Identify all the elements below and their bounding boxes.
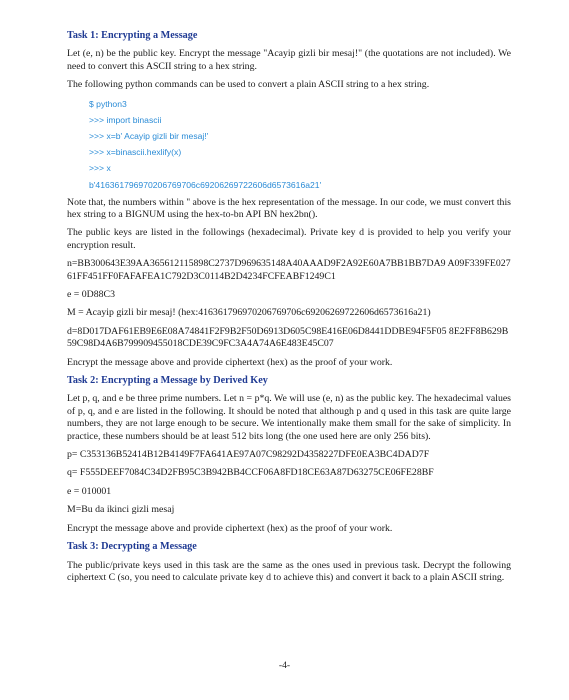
python-code-block: [89, 98, 511, 191]
task1-heading: Task 1: Encrypting a Message: [67, 30, 198, 41]
code-line: >>> import binascii: [89, 114, 162, 125]
code-line: $ python3: [89, 98, 127, 109]
task1-keys-paragraph: The public keys are listed in the followings (hexadecimal). Private key d is provided to help you verify your encryption result.: [67, 227, 511, 251]
task1-intro-paragraph: Let (e, n) be the public key. Encrypt the message "Acayip gizli bir mesaj!" (the quotations are not included). We need to convert this ASCII string to a hex string.: [67, 48, 511, 72]
task1-instruction-paragraph: Encrypt the message above and provide ciphertext (hex) as the proof of your work.: [67, 356, 393, 368]
task1-n-value: n=BB300643E39AA365612115898C2737D969635148A40AAAD9F2A92E60A7BB1BB7DA9 A09F339FE02761FF451FF0FAFAFEA1C792D3C0114B2D4234FCFEABF1249C1: [67, 258, 511, 282]
task2-message-value: M=Bu da ikinci gizli mesaj: [67, 504, 175, 516]
code-line: >>> x=b' Acayip gizli bir mesaj!': [89, 131, 209, 141]
task2-e-value: e = 010001: [67, 485, 112, 497]
code-line: >>> x=binascii.hexlify(x): [89, 147, 182, 158]
task2-heading: Task 2: Encrypting a Message by Derived Key: [67, 375, 268, 387]
task1-note-paragraph: Note that, the numbers within '' above is the hex representation of the message. In our code, we must convert this hex string to a BIGNUM using the hex-to-bn API BN hex2bn().: [67, 196, 511, 220]
task2-intro-paragraph: Let p, q, and e be three prime numbers. Let n = p*q. We will use (e, n) as the public key. The hexadecimal values of p, q, and e are listed in the following. It should be noted that although p and q used in this task are quite large numbers, they are not large enough to be secure. We intentionally make them small for the sake of simplicity. In practice, these numbers should be at least 512 bits long (the one used here are only 256 bits).: [67, 393, 511, 442]
task1-e-value: e = 0D88C3: [67, 289, 115, 300]
task2-p-value: p= C353136B52414B12B4149F7FA641AE97A07C98292D4358227DFE0EA3BC4DAD7F: [67, 449, 430, 461]
task2-q-value: q= F555DEEF7084C34D2FB95C3B942BB4CCF06A8FD18CE63A87D63275CE06FE28BF: [67, 467, 434, 479]
page-number: -4-: [278, 660, 291, 671]
task1-message-value: M = Acayip gizli bir mesaj! (hex:416361796970206769706c69206269722606d6573616a21): [67, 307, 431, 319]
task3-heading: Task 3: Decrypting a Message: [67, 541, 197, 553]
task2-instruction-paragraph: Encrypt the message above and provide ciphertext (hex) as the proof of your work.: [67, 522, 393, 534]
task1-python-paragraph: The following python commands can be used to convert a plain ASCII string to a hex string.: [67, 79, 430, 91]
code-line: b'416361796970206769706c69206269722606d6573616a21': [89, 179, 322, 190]
code-line: >>> x: [89, 163, 111, 174]
task1-d-value: d=8D017DAF61EB9E6E08A74841F2F9B2F50D6913D605C98E416E06D8441DDBE94F5F05 8E2FF8B629B59C98D4A6B799909455018CDE39C9FC3A4A74A6E483E45C07: [67, 325, 509, 350]
task3-intro-paragraph: The public/private keys used in this task are the same as the ones used in previous task. Decrypt the following ciphertext C (so, you need to calculate private key d to achieve this) and convert it back to a plain ASCII string.: [67, 559, 511, 583]
